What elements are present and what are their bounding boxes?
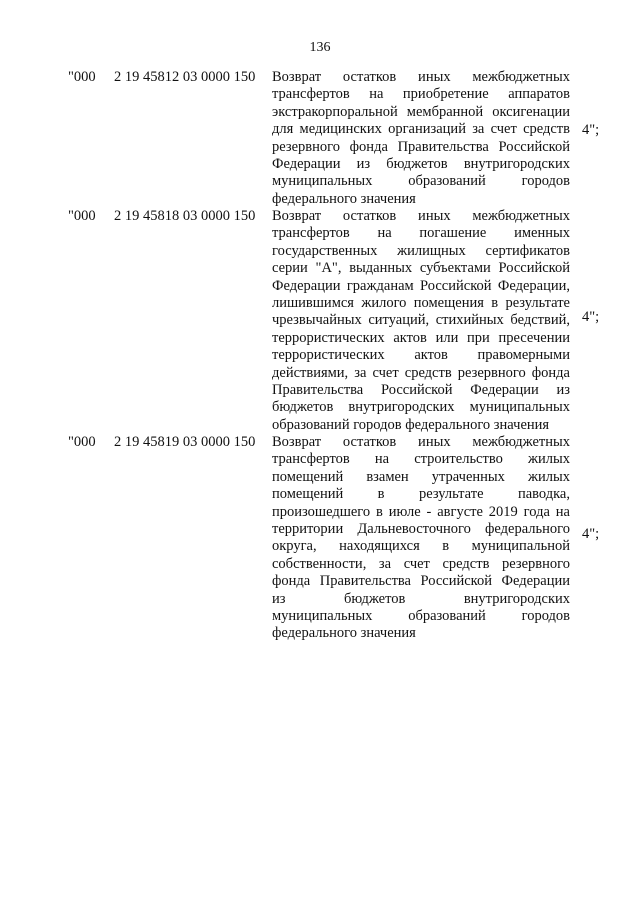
description-line: террористических актов правомерными bbox=[272, 347, 570, 364]
entry-description bbox=[272, 208, 570, 434]
revenue-code: 2 19 45819 03 0000 150 bbox=[114, 434, 256, 450]
norm-percent: 4"; bbox=[582, 309, 600, 325]
description-line: помещений в результате паводка, bbox=[272, 486, 570, 503]
description-line: действиями, за счет средств резервного фонда bbox=[272, 364, 570, 381]
classification-code bbox=[68, 208, 268, 225]
description-line: образований городов федерального значения bbox=[272, 416, 550, 433]
description-line: для медицинских организаций за счет средств bbox=[272, 121, 570, 138]
description-line: собственности, за счет средств резервного bbox=[272, 555, 570, 572]
description-line: Возврат остатков иных межбюджетных bbox=[272, 434, 570, 450]
description-line: террористических актов или при пресечении bbox=[272, 329, 570, 346]
description-line: муниципальных образований городов bbox=[272, 173, 570, 190]
description-line: трансфертов на приобретение аппаратов bbox=[272, 86, 570, 103]
description-line: бюджетов внутригородских муниципальных bbox=[272, 399, 570, 416]
description-line: федерального значения bbox=[272, 190, 416, 207]
description-line: лишившимся жилого помещения в результате bbox=[272, 294, 570, 311]
description-line: муниципальных образований городов bbox=[272, 607, 570, 624]
description-line: Возврат остатков иных межбюджетных bbox=[272, 69, 570, 85]
description-line: государственных жилищных сертификатов bbox=[272, 242, 570, 259]
description-line: Возврат остатков иных межбюджетных bbox=[272, 208, 570, 224]
revenue-code: 2 19 45818 03 0000 150 bbox=[114, 208, 256, 224]
description-line: чрезвычайных ситуаций, стихийных бедствий, bbox=[272, 312, 570, 329]
description-line: трансфертов на погашение именных bbox=[272, 225, 570, 242]
admin-code: "000 bbox=[68, 208, 96, 224]
entry-description bbox=[272, 69, 570, 208]
description-line: серии "А", выданных субъектами Российской bbox=[272, 260, 570, 277]
description-line: Федерации гражданам Российской Федерации, bbox=[272, 277, 570, 294]
description-line: произошедшего в июле - августе 2019 года на bbox=[272, 503, 570, 520]
description-line: из бюджетов внутригородских bbox=[272, 590, 570, 607]
norm-percent: 4"; bbox=[582, 526, 600, 542]
description-line: округа, находящихся в муниципальной bbox=[272, 538, 570, 555]
classification-code bbox=[68, 69, 268, 86]
description-line: трансфертов на строительство жилых bbox=[272, 451, 570, 468]
norm-percent: 4"; bbox=[582, 122, 600, 138]
description-line: Правительства Российской Федерации из bbox=[272, 381, 570, 398]
admin-code: "000 bbox=[68, 434, 96, 450]
description-line: Федерации из бюджетов внутригородских bbox=[272, 155, 570, 172]
description-line: экстракорпоральной мембранной оксигенации bbox=[272, 103, 570, 120]
description-line: помещений взамен утраченных жилых bbox=[272, 468, 570, 485]
entry-description bbox=[272, 434, 570, 643]
admin-code: "000 bbox=[68, 69, 96, 85]
description-line: территории Дальневосточного федерального bbox=[272, 520, 570, 537]
revenue-code: 2 19 45812 03 0000 150 bbox=[114, 69, 256, 85]
description-line: резервного фонда Правительства Российской bbox=[272, 138, 570, 155]
page-number: 136 bbox=[309, 40, 331, 55]
classification-code bbox=[68, 434, 268, 451]
description-line: фонда Правительства Российской Федерации bbox=[272, 573, 570, 590]
description-line: федерального значения bbox=[272, 625, 416, 642]
